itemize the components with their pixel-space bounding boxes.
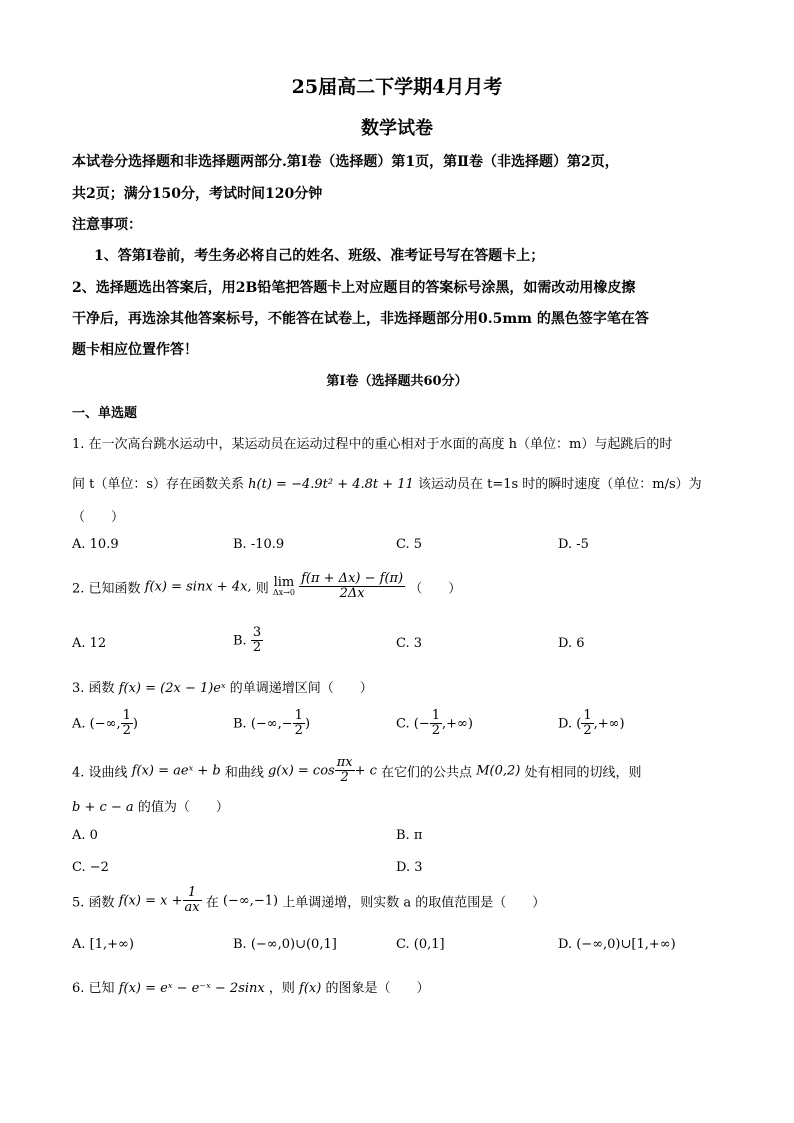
question-2-option-b [233, 626, 263, 656]
notice-item-2-line-3: 题卡相应位置作答！ [72, 342, 198, 358]
fraction-numerator: 1 [431, 708, 441, 723]
question-4-mid2: 在它们的公共点 [381, 765, 473, 781]
question-2-option-c: C. 3 [396, 636, 423, 651]
intro-line-2: 共2页；满分150分，考试时间120分钟 [72, 186, 323, 202]
option-fraction [430, 709, 442, 739]
question-1-line-2 [72, 473, 702, 492]
notice-item-1: 1、答第Ⅰ卷前，考生务必将自己的姓名、班级、准考证号写在答题卡上； [94, 248, 545, 264]
notice-title: 注意事项： [72, 217, 142, 233]
fraction-numerator: f(π + Δx) − f(π) [301, 571, 404, 586]
question-1-text-a: 间 t（单位：s）存在函数关系 [72, 477, 245, 492]
question-4-option-c: C. −2 [72, 860, 109, 875]
option-b-fraction [251, 626, 263, 656]
option-text: (− [413, 716, 430, 732]
part-1-heading: 第Ⅰ卷（选择题共60分） [326, 374, 468, 389]
question-2-then: 则 [255, 581, 269, 597]
question-4-prefix: 4. 设曲线 [72, 765, 128, 781]
fraction-denominator: 2 [340, 770, 349, 786]
question-1-answer-paren: （ ） [72, 510, 125, 525]
question-4-suffix: 处有相同的切线，则 [524, 765, 642, 781]
question-4-point: M(0,2) [476, 763, 521, 779]
option-text: ) [304, 716, 311, 732]
question-2-function: f(x) = sinx + 4x, [144, 579, 252, 595]
fraction-denominator: 2 [252, 640, 262, 656]
fraction-denominator: 2Δx [339, 586, 365, 602]
limit-symbol: lim [273, 575, 295, 591]
question-6-formula: f(x) = eˣ − e⁻ˣ − 2sinx [118, 981, 265, 996]
question-1-option-c: C. 5 [396, 537, 423, 552]
option-label: D. [558, 716, 573, 732]
fraction-denominator: 2 [294, 723, 303, 739]
question-1-option-d: D. -5 [558, 537, 589, 552]
question-5-option-c: C. (0,1] [396, 937, 445, 952]
question-3-stem [72, 677, 373, 696]
question-3-formula: f(x) = (2x − 1)eˣ [118, 681, 226, 696]
intro-line-1: 本试卷分选择题和非选择题两部分.第Ⅰ卷（选择题）第1页，第Ⅱ卷（非选择题）第2页， [72, 154, 619, 170]
question-2-paren: （ ） [409, 581, 462, 597]
fraction-numerator: 1 [183, 886, 202, 901]
option-text: ( [576, 716, 582, 732]
question-6-stem [72, 977, 429, 996]
question-4-line-2 [72, 796, 229, 815]
question-5-option-b: B. (−∞,0)∪(0,1] [233, 937, 337, 952]
fraction-denominator: 2 [583, 723, 592, 739]
question-2-stem [72, 572, 461, 602]
question-3-option-d [558, 709, 625, 739]
question-2-option-a: A. 12 [72, 636, 107, 651]
question-5-prefix: 5. 函数 [72, 895, 115, 911]
question-3-option-a [72, 709, 138, 739]
question-4-mid: 和曲线 [224, 765, 264, 781]
option-text: (−∞, [89, 716, 121, 732]
question-4-g-pre: g(x) = cos [267, 763, 335, 779]
limit-subscript: Δx→0 [272, 588, 295, 598]
option-fraction [581, 709, 593, 739]
question-3-prefix: 3. 函数 [72, 681, 115, 696]
fraction-numerator: 3 [252, 625, 262, 640]
fraction-numerator: 1 [122, 708, 131, 723]
exam-title: 25届高二下学期4月月考 [291, 76, 503, 98]
question-2-prefix: 2. 已知函数 [72, 581, 141, 597]
question-3-suffix: 的单调递增区间（ ） [229, 681, 373, 696]
question-5-fraction [183, 886, 202, 916]
option-text: (−∞,− [250, 716, 293, 732]
option-label: C. [396, 716, 410, 732]
fraction-numerator: 1 [294, 708, 303, 723]
exam-subtitle: 数学试卷 [361, 118, 433, 139]
option-fraction [293, 709, 305, 739]
option-text: ,+∞) [442, 716, 473, 732]
question-5-mid: 在 [205, 895, 219, 911]
question-3-option-c [396, 709, 473, 739]
question-2-option-d: D. 6 [558, 636, 585, 651]
question-6-fx: f(x) [299, 981, 322, 996]
question-4-expression: b + c − a [72, 800, 134, 815]
question-4-option-a: A. 0 [72, 828, 98, 843]
option-text: ) [132, 716, 138, 732]
question-4-g-fraction [335, 756, 355, 786]
question-4-option-d: D. 3 [396, 860, 423, 875]
question-4-line-2-suffix: 的值为（ ） [137, 800, 229, 815]
question-6-suffix: 的图象是（ ） [325, 981, 430, 996]
option-text: ,+∞) [593, 716, 625, 732]
question-5-option-d: D. (−∞,0)∪[1,+∞) [558, 937, 676, 952]
question-5-suffix: 上单调递增，则实数 a 的取值范围是（ ） [282, 895, 546, 911]
question-1-option-b: B. -10.9 [233, 537, 285, 552]
option-label: A. [72, 716, 86, 732]
section-heading: 一、单选题 [72, 406, 138, 421]
question-6-mid: ，则 [268, 981, 295, 996]
option-label: B. [233, 716, 247, 732]
question-4-f: f(x) = aeˣ + b [131, 763, 221, 779]
option-b-label: B. [233, 633, 247, 649]
fraction-denominator: 2 [122, 723, 131, 739]
question-1-line-1: 1. 在一次高台跳水运动中，某运动员在运动过程中的重心相对于水面的高度 h（单位：m）与起跳后的时 [72, 437, 673, 452]
question-2-limit [273, 576, 295, 597]
question-5-interval: (−∞,−1) [222, 893, 279, 909]
question-4-option-b: B. π [396, 828, 423, 843]
fraction-numerator: 1 [583, 708, 592, 723]
notice-item-2-line-2: 干净后，再选涂其他答案标号，不能答在试卷上，非选择题部分用0.5mm 的黑色签字笔在答 [72, 311, 649, 327]
notice-item-2-line-1: 2、选择题选出答案后，用2B铅笔把答题卡上对应题目的答案标号涂黑，如需改动用橡皮擦 [72, 280, 636, 296]
question-5-option-a: A. [1,+∞) [72, 937, 134, 952]
question-4-g-post: + c [354, 763, 377, 779]
question-5-f-pre: f(x) = x + [118, 893, 183, 909]
question-6-prefix: 6. 已知 [72, 981, 115, 996]
question-2-fraction [299, 572, 405, 602]
fraction-denominator: ax [184, 900, 200, 916]
fraction-numerator: πx [336, 755, 353, 770]
question-1-text-b: 该运动员在 t=1s 时的瞬时速度（单位：m/s）为 [417, 477, 702, 492]
question-1-formula: h(t) = −4.9t² + 4.8t + 11 [248, 477, 414, 492]
option-fraction [121, 709, 133, 739]
question-3-option-b [233, 709, 310, 739]
question-4-stem [72, 756, 642, 786]
question-5-stem [72, 886, 545, 916]
question-1-option-a: A. 10.9 [72, 537, 119, 552]
fraction-denominator: 2 [431, 723, 441, 739]
